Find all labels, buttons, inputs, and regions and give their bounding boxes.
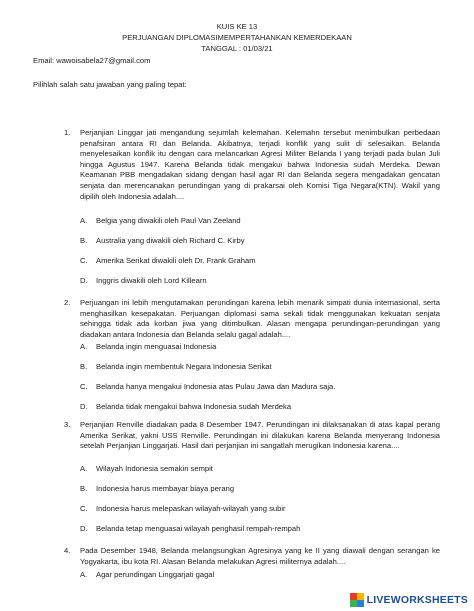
- answer-option[interactable]: [80, 570, 214, 580]
- question-number: 3.: [64, 420, 71, 429]
- option-text: Belanda tidak mengakui bahwa Indonesia sudah Merdeka: [96, 402, 292, 411]
- answer-option[interactable]: [80, 402, 291, 412]
- option-letter: B.: [80, 362, 88, 371]
- option-letter: D.: [80, 402, 88, 411]
- instruction: Pilihlah salah satu jawaban yang paling tepat:: [33, 80, 187, 89]
- answer-option[interactable]: [80, 382, 335, 392]
- option-letter: C.: [80, 256, 88, 265]
- question-text: Perjanjian Renville diadakan pada 8 Desember 1947. Perundingan ini dilaksanakan di atas kapal perang Amerika Serikat, yakni USS Renville. Perundingan ini dilakukan karena Belanda menyerang Indonesia setelah Perjanjian Linggarjati. Hasil dari perjanjian ini sangatlah merugikan Indonesia karena....: [80, 420, 440, 451]
- question-text: Perjuangan ini lebih mengutamakan perundingan karena lebih menarik simpati dunia internasional, serta menghasilkan kesepakatan. Perjuangan diplomasi sama sekali tidak menggunakan kekuatan senjata sehingga tidak ada korban jiwa yang ditimbulkan. Alasan mengapa perundingan-perundingan yang diadakan antara Indonesia dan Belanda selalu gagal adalah....: [80, 298, 440, 339]
- liveworksheets-logo-icon: [350, 593, 364, 607]
- option-letter: D.: [80, 524, 88, 533]
- option-letter: C.: [80, 382, 88, 391]
- option-letter: B.: [80, 236, 88, 245]
- answer-option[interactable]: [80, 362, 272, 372]
- option-text: Wilayah Indonesia semakin sempit: [96, 464, 213, 473]
- option-text: Belanda ingin membentuk Negara Indonesia Serikat: [96, 362, 272, 371]
- option-text: Agar perundingan Linggarjati gagal: [96, 570, 215, 579]
- question-number: 4.: [64, 546, 71, 555]
- quiz-title: KUIS KE 13: [216, 22, 258, 31]
- answer-option[interactable]: [80, 216, 241, 226]
- liveworksheets-brand: LIVEWORKSHEETS: [366, 594, 468, 606]
- answer-option[interactable]: [80, 524, 300, 534]
- question-text: Perjanjian Linggar jati mengandung sejumlah kelemahan. Kelemahn tersebut menimbulkan perbedaan penafsiran antara RI dan Belanda. Akibatnya, terjadi konflik yang sulit di selesaikan. Belanda menyelesaikan konflik itu dengan cara melancarkan Agresi Militer Belanda I yang terjadi pada bulan Juli hingga Agustus 1947. Karena Belanda tidak mengakui bahwa Indonesia sudah Merdeka. Dewan Keamanan PBB mengadakan sidang dengan hasil agar RI dan Belanda segera mengadakan gencatan senjata dan merencanakan perundingan yang di prakarsai oleh Komisi Tiga Negara(KTN). Wakil yang dipilih oleh Indonesia adalah....: [80, 128, 440, 201]
- option-text: Indonesia harus membayar biaya perang: [96, 484, 235, 493]
- option-text: Belanda ingin menguasai Indonesia: [96, 342, 217, 351]
- option-letter: B.: [80, 484, 88, 493]
- quiz-subtitle: PERJUANGAN DIPLOMASIMEMPERTAHANKAN KEMERDEKAAN: [122, 33, 352, 42]
- option-text: Belanda tetap menguasai wilayah penghasil rempah-rempah: [96, 524, 301, 533]
- answer-option[interactable]: [80, 342, 216, 352]
- liveworksheets-logo[interactable]: [350, 593, 468, 607]
- option-text: Indonesia harus melepaskan wilayah-wilayah yang subir: [96, 504, 286, 513]
- option-text: Australia yang diwakili oleh Richard C. Kirby: [96, 236, 245, 245]
- option-letter: A.: [80, 216, 88, 225]
- option-letter: D.: [80, 276, 88, 285]
- answer-option[interactable]: [80, 236, 245, 246]
- question-number: 2.: [64, 298, 71, 307]
- option-letter: A.: [80, 342, 88, 351]
- answer-option[interactable]: [80, 256, 256, 266]
- option-text: Belanda hanya mengakui Indonesia atas Pulau Jawa dan Madura saja.: [96, 382, 336, 391]
- option-letter: A.: [80, 570, 88, 579]
- option-letter: A.: [80, 464, 88, 473]
- answer-option[interactable]: [80, 484, 234, 494]
- answer-option[interactable]: [80, 464, 213, 474]
- quiz-date: TANGGAL : 01/03/21: [201, 44, 273, 53]
- email-line: Email: wawoisabela27@gmail.com: [33, 56, 151, 65]
- option-text: Amerika Serikat diwakili oleh Dr. Frank Graham: [96, 256, 256, 265]
- option-text: Belgia yang diwakili oleh Paul Van Zeeland: [96, 216, 241, 225]
- answer-option[interactable]: [80, 276, 207, 286]
- option-text: Inggris diwakili oleh Lord Killearn: [96, 276, 207, 285]
- option-letter: C.: [80, 504, 88, 513]
- answer-option[interactable]: [80, 504, 286, 514]
- question-text: Pada Desember 1948, Belanda melangsungkan Agresinya yang ke II yang diawali dengan serangan ke Yogyakarta, ibu kota RI. Alasan Belanda melakukan Agresi militernya adalah....: [80, 546, 440, 566]
- question-number: 1.: [64, 128, 71, 137]
